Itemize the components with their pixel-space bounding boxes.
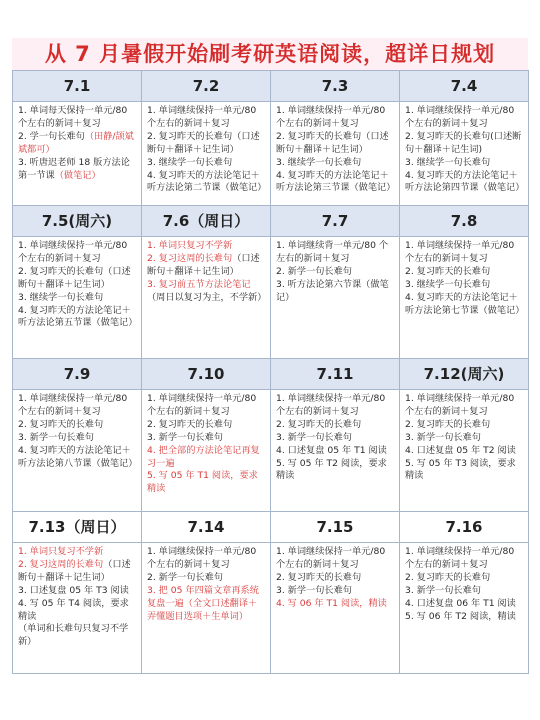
task-line: 3. 继续学一句长难句: [18, 291, 104, 303]
task-line: （单词和长难句只复习不学新）: [18, 623, 129, 648]
task-line: 1. 单词继续保持一单元/80 个左右的新词＋复习: [405, 105, 515, 129]
day-tasks: [400, 543, 529, 674]
task-line: 2. 新学一句长难句: [276, 265, 352, 277]
task-line: 2. 复习这周的长难句（口述断句＋翻译＋记生词）: [147, 252, 260, 277]
task-line: 5. 写 05 年 T2 阅读，要求精读: [276, 457, 387, 482]
day-tasks: [400, 102, 529, 206]
task-line: 4. 把全部的方法论笔记再复习一遍: [147, 444, 260, 469]
task-line: 2. 复习昨天的长难句: [276, 571, 362, 583]
task-line: 3. 新学一句长难句: [405, 431, 481, 443]
task-line: 2. 复习昨天的长难句（口述断句＋翻译＋记生词）: [147, 130, 260, 155]
task-line: 3. 口述复盘 05 年 T3 阅读: [18, 584, 129, 596]
day-tasks: [271, 102, 400, 206]
task-line: 2. 复习昨天的长难句: [405, 571, 491, 583]
day-header: 7.3: [271, 71, 400, 102]
task-line: 4. 复习昨天的方法论笔记＋听方法论第七节课（做笔记）: [405, 291, 525, 316]
task-line: 3. 继续学一句长难句: [405, 156, 491, 168]
page-title: 从 7 月暑假开始刷考研英语阅读，超详日规划: [12, 38, 528, 70]
day-tasks: [400, 390, 529, 512]
task-line: 4. 复习昨天的方法论笔记＋听方法论第四节课（做笔记）: [405, 169, 525, 194]
day-tasks: [13, 237, 142, 359]
task-line: 1. 单词继续保持一单元/80 个左右的新词＋复习: [276, 105, 386, 129]
task-line: 3. 新学一句长难句: [147, 431, 223, 443]
task-line: 4. 复习昨天的方法论笔记＋听方法论第三节课（做笔记）: [276, 169, 396, 194]
day-header: 7.9: [13, 359, 142, 390]
task-line: 5. 写 05 年 T3 阅读，要求精读: [405, 457, 516, 482]
task-line: 1. 单词继续保持一单元/80 个左右的新词＋复习: [405, 240, 515, 264]
day-tasks: [271, 237, 400, 359]
day-tasks: [271, 543, 400, 674]
task-line: 3. 听唐迟老师 18 版方法论第一节课（做笔记）: [18, 156, 130, 181]
task-line: 2. 复习昨天的长难句: [147, 418, 233, 430]
schedule-grid: [12, 70, 529, 674]
task-line: 1. 单词继续背一单元/80 个左右的新词＋复习: [276, 240, 389, 264]
task-line: 3. 听方法论第六节课（做笔记）: [276, 278, 389, 303]
task-line: 1. 单词继续保持一单元/80 个左右的新词＋复习: [405, 546, 515, 570]
task-line: 2. 复习这周的长难句（口述断句＋翻译＋记生词）: [18, 558, 131, 583]
task-line: 5. 写 06 年 T2 阅读，精读: [405, 610, 516, 622]
task-line: 1. 单词继续保持一单元/80 个左右的新词＋复习: [147, 393, 257, 417]
day-tasks: [142, 543, 271, 674]
task-line: 1. 单词继续保持一单元/80 个左右的新词＋复习: [18, 393, 128, 417]
day-tasks: [142, 237, 271, 359]
task-line: 1. 单词只复习不学新: [18, 546, 104, 557]
task-line: 1. 单词继续保持一单元/80 个左右的新词＋复习: [18, 240, 128, 264]
task-line: 4. 写 05 年 T4 阅读，要求精读: [18, 597, 129, 622]
task-line: （周日以复习为主，不学新）: [147, 291, 267, 303]
task-line: 2. 复习昨天的长难句（口述断句＋翻译＋记生词）: [276, 130, 389, 155]
day-tasks: [13, 543, 142, 674]
day-header: 7.4: [400, 71, 529, 102]
day-header: 7.15: [271, 512, 400, 543]
task-line: 3. 新学一句长难句: [405, 584, 481, 596]
task-line: 4. 口述复盘 05 年 T2 阅读: [405, 444, 516, 456]
day-tasks: [13, 390, 142, 512]
day-tasks: [400, 237, 529, 359]
task-line: 1. 单词继续保持一单元/80 个左右的新词＋复习: [147, 105, 257, 129]
day-header: 7.11: [271, 359, 400, 390]
task-line: 4. 写 06 年 T1 阅读，精读: [276, 597, 387, 609]
task-line: 3. 把 05 年四篇文章再系统复盘一遍（全文口述翻译＋弄懂题目选项＋生单词）: [147, 584, 259, 622]
task-line: 1. 单词只复习不学新: [147, 240, 233, 251]
task-line: 2. 学一句长难句（田静/颉斌斌都可）: [18, 130, 134, 155]
task-line: 2. 复习昨天的长难句（口述断句＋翻译＋记生词）: [18, 265, 131, 290]
day-header: 7.10: [142, 359, 271, 390]
task-line: 4. 口述复盘 06 年 T1 阅读: [405, 597, 516, 609]
task-line: 1. 单词每天保持一单元/80 个左右的新词＋复习: [18, 105, 128, 129]
task-line: 1. 单词继续保持一单元/80 个左右的新词＋复习: [276, 546, 386, 570]
day-header: 7.1: [13, 71, 142, 102]
task-line: 1. 单词继续保持一单元/80 个左右的新词＋复习: [147, 546, 257, 570]
task-line: 4. 复习昨天的方法论笔记＋听方法论第二节课（做笔记）: [147, 169, 267, 194]
task-line: 1. 单词继续保持一单元/80 个左右的新词＋复习: [276, 393, 386, 417]
task-line: 3. 新学一句长难句: [276, 431, 352, 443]
task-line: 3. 继续学一句长难句: [147, 156, 233, 168]
task-line: 2. 复习昨天的长难句: [405, 418, 491, 430]
task-line: 2. 复习昨天的长难句(口述断句＋翻译＋记生词): [405, 130, 522, 155]
task-line: 4. 口述复盘 05 年 T1 阅读: [276, 444, 387, 456]
task-line: 3. 继续学一句长难句: [276, 156, 362, 168]
day-header: 7.6（周日）: [142, 206, 271, 237]
task-line: 4. 复习昨天的方法论笔记＋听方法论第五节课（做笔记）: [18, 304, 138, 329]
task-line: 3. 新学一句长难句: [18, 431, 94, 443]
task-line: 3. 新学一句长难句: [276, 584, 352, 596]
task-line: 2. 复习昨天的长难句: [18, 418, 104, 430]
day-header: 7.7: [271, 206, 400, 237]
task-line: 3. 继续学一句长难句: [405, 278, 491, 290]
task-line: 3. 复习前五节方法论笔记: [147, 278, 251, 290]
task-line: 5. 写 05 年 T1 阅读，要求精读: [147, 470, 258, 495]
day-tasks: [271, 390, 400, 512]
task-line: 2. 新学一句长难句: [147, 571, 223, 583]
day-tasks: [142, 390, 271, 512]
day-header: 7.16: [400, 512, 529, 543]
day-header: 7.12(周六): [400, 359, 529, 390]
day-header: 7.8: [400, 206, 529, 237]
day-header: 7.2: [142, 71, 271, 102]
day-header: 7.13（周日）: [13, 512, 142, 543]
task-line: 1. 单词继续保持一单元/80 个左右的新词＋复习: [405, 393, 515, 417]
day-header: 7.14: [142, 512, 271, 543]
day-tasks: [142, 102, 271, 206]
task-line: 2. 复习昨天的长难句: [276, 418, 362, 430]
task-line: 2. 复习昨天的长难句: [405, 265, 491, 277]
day-header: 7.5(周六): [13, 206, 142, 237]
task-line: 4. 复习昨天的方法论笔记＋听方法论第八节课（做笔记）: [18, 444, 138, 469]
day-tasks: [13, 102, 142, 206]
